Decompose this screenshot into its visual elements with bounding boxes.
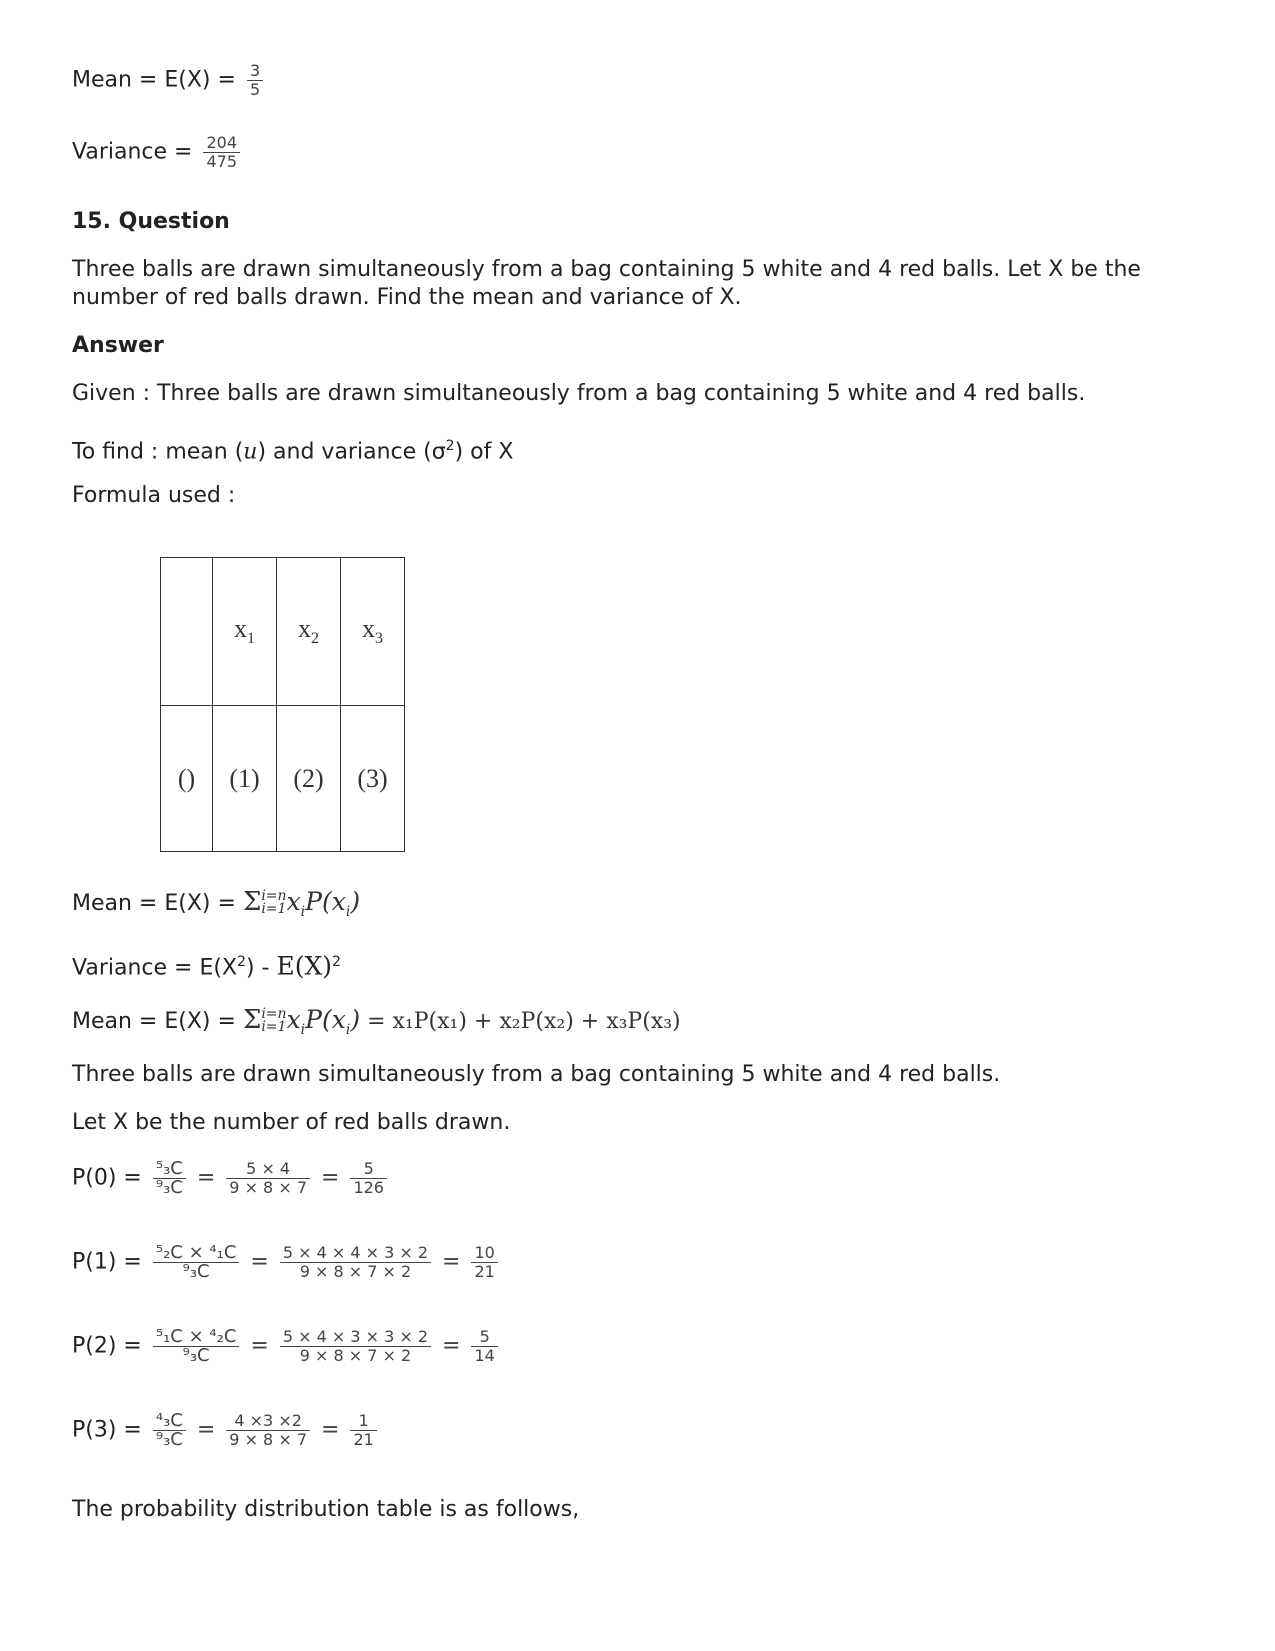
answer-heading: Answer <box>72 333 164 358</box>
prob-row-p0: P(0) = $\frac{\text{⁵₃C}}{\text{⁹₃C}}$ = $\frac{5 \times 4}{9 \times 8 \times 7}$ = $\frac{5}{126}$ <box>72 1160 391 1197</box>
sum-icon: Σi=n i=1 <box>242 1005 287 1035</box>
prob-expand-fraction: $\frac{5 \times 4}{9 \times 8 \times 7}$ <box>226 1160 310 1197</box>
answer-given: Given : Three balls are drawn simultaneously from a bag containing 5 white and 4 red balls. <box>72 381 1086 406</box>
formula-table-cell-x2: $x_2$ <box>277 558 341 706</box>
to-find-prefix: To find : mean ( <box>72 439 244 465</box>
prob-row-p3: P(3) = $\frac{\text{⁴₃C}}{\text{⁹₃C}}$ = $\frac{4 \times 3 \times 2}{9 \times 8 \times 7}$ = $\frac{1}{21}$ <box>72 1412 381 1449</box>
formula-used-label: Formula used : <box>72 483 236 508</box>
prob-comb-fraction: $\frac{\text{⁵₃C}}{\text{⁹₃C}}$ <box>153 1160 186 1197</box>
prob-result-fraction: $\frac{10}{21}$ <box>471 1244 497 1281</box>
prev-mean-numerator: 3 <box>247 62 263 81</box>
mu-symbol: u <box>243 439 258 465</box>
formula-table-p-row <box>161 706 405 852</box>
closing-line: The probability distribution table is as follows, <box>72 1497 580 1522</box>
answer-to-find <box>72 432 513 466</box>
mean-formula-label: Mean = E(X) = <box>72 891 236 916</box>
prob-label: P(1) = <box>72 1249 142 1275</box>
formula-table <box>160 557 405 852</box>
sum-term: $x_iP(x_i)$ <box>286 1005 361 1038</box>
prob-result-fraction: $\frac{5}{14}$ <box>471 1328 497 1365</box>
question-text-line-1: Three balls are drawn simultaneously from a bag containing 5 white and 4 red balls. Let X be the <box>72 257 1141 282</box>
prev-variance-numerator: 204 <box>203 134 240 153</box>
prob-row-p2: P(2) = $\frac{\text{⁵₁C × ⁴₂C}}{\text{⁹₃C}}$ = $\frac{5 \times 4 \times 3 \times 3 \times 2}{9 \times 8 \times 7 \times 2}$ = $\frac{5}{14}$ <box>72 1328 502 1365</box>
prev-mean-denominator: 5 <box>249 80 261 99</box>
prob-expand-fraction: $\frac{5 \times 4 \times 3 \times 3 \times 2}{9 \times 8 \times 7 \times 2}$ <box>280 1328 431 1365</box>
prob-expand-fraction: $\frac{4 \times 3 \times 2}{9 \times 8 \times 7}$ <box>226 1412 310 1449</box>
prob-expand-fraction: $\frac{5 \times 4 \times 4 \times 3 \times 2}{9 \times 8 \times 7 \times 2}$ <box>280 1244 431 1281</box>
variance-sup: 2 <box>237 954 246 970</box>
body-line-1: Three balls are drawn simultaneously from a bag containing 5 white and 4 red balls. <box>72 1062 1001 1087</box>
sum-lower-limit: i=1 <box>261 901 287 917</box>
prob-comb-fraction: $\frac{\text{⁵₁C × ⁴₂C}}{\text{⁹₃C}}$ <box>153 1328 240 1365</box>
formula-table-cell-p0: () <box>161 706 213 852</box>
prob-label: P(3) = <box>72 1417 142 1443</box>
formula-table-cell-p2: (2) <box>277 706 341 852</box>
to-find-suffix: ) of X <box>454 439 514 465</box>
variance-formula-prefix: Variance = E(X <box>72 955 238 981</box>
question-heading: 15. Question <box>72 209 230 234</box>
prob-label: P(2) = <box>72 1333 142 1359</box>
mean-expansion <box>72 1006 681 1044</box>
mean-formula <box>72 888 360 926</box>
prob-comb-fraction: $\frac{\text{⁵₂C × ⁴₁C}}{\text{⁹₃C}}$ <box>153 1244 240 1281</box>
question-text-line-2: number of red balls drawn. Find the mean and variance of X. <box>72 285 742 310</box>
prev-variance-denominator: 475 <box>206 152 238 171</box>
formula-table-cell-x3: $x_3$ <box>341 558 405 706</box>
variance-ex: E(X) <box>276 951 333 981</box>
prev-variance <box>72 134 244 171</box>
prev-mean <box>72 62 267 99</box>
prob-label: P(0) = <box>72 1165 142 1191</box>
to-find-sup: 2 <box>445 438 455 454</box>
mean-expansion-label: Mean = E(X) = <box>72 1009 236 1034</box>
formula-table-cell-p1: (1) <box>213 706 277 852</box>
formula-table-x-row <box>161 558 405 706</box>
prob-result-fraction: $\frac{5}{126}$ <box>350 1160 387 1197</box>
prev-variance-label: Variance = <box>72 139 193 165</box>
prev-mean-label: Mean = E(X) = <box>72 67 236 93</box>
formula-table-cell-p3: (3) <box>341 706 405 852</box>
prob-row-p1: P(1) = $\frac{\text{⁵₂C × ⁴₁C}}{\text{⁹₃C}}$ = $\frac{5 \times 4 \times 4 \times 3 \times 2}{9 \times 8 \times 7 \times 2}$ = $\frac{10}{21}$ <box>72 1244 502 1281</box>
body-line-2: Let X be the number of red balls drawn. <box>72 1110 511 1135</box>
prob-result-fraction: $\frac{1}{21}$ <box>350 1412 376 1449</box>
to-find-mid: ) and variance (σ <box>257 439 446 465</box>
mean-expansion-terms: = x₁P(x₁) + x₂P(x₂) + x₃P(x₃) <box>367 1009 681 1034</box>
prev-mean-fraction <box>247 62 263 99</box>
formula-table-cell-x1: $x_1$ <box>213 558 277 706</box>
variance-formula <box>72 948 341 982</box>
sum-upper-limit: i=n <box>261 888 287 904</box>
prev-variance-fraction <box>203 134 240 171</box>
prob-comb-fraction: $\frac{\text{⁴₃C}}{\text{⁹₃C}}$ <box>153 1412 186 1449</box>
variance-mid: ) - <box>245 955 277 981</box>
sum-icon: Σi=n i=1 <box>242 887 287 917</box>
variance-ex-sup: 2 <box>332 954 341 970</box>
formula-table-cell <box>161 558 213 706</box>
sum-term: $x_iP(x_i)$ <box>286 887 361 920</box>
